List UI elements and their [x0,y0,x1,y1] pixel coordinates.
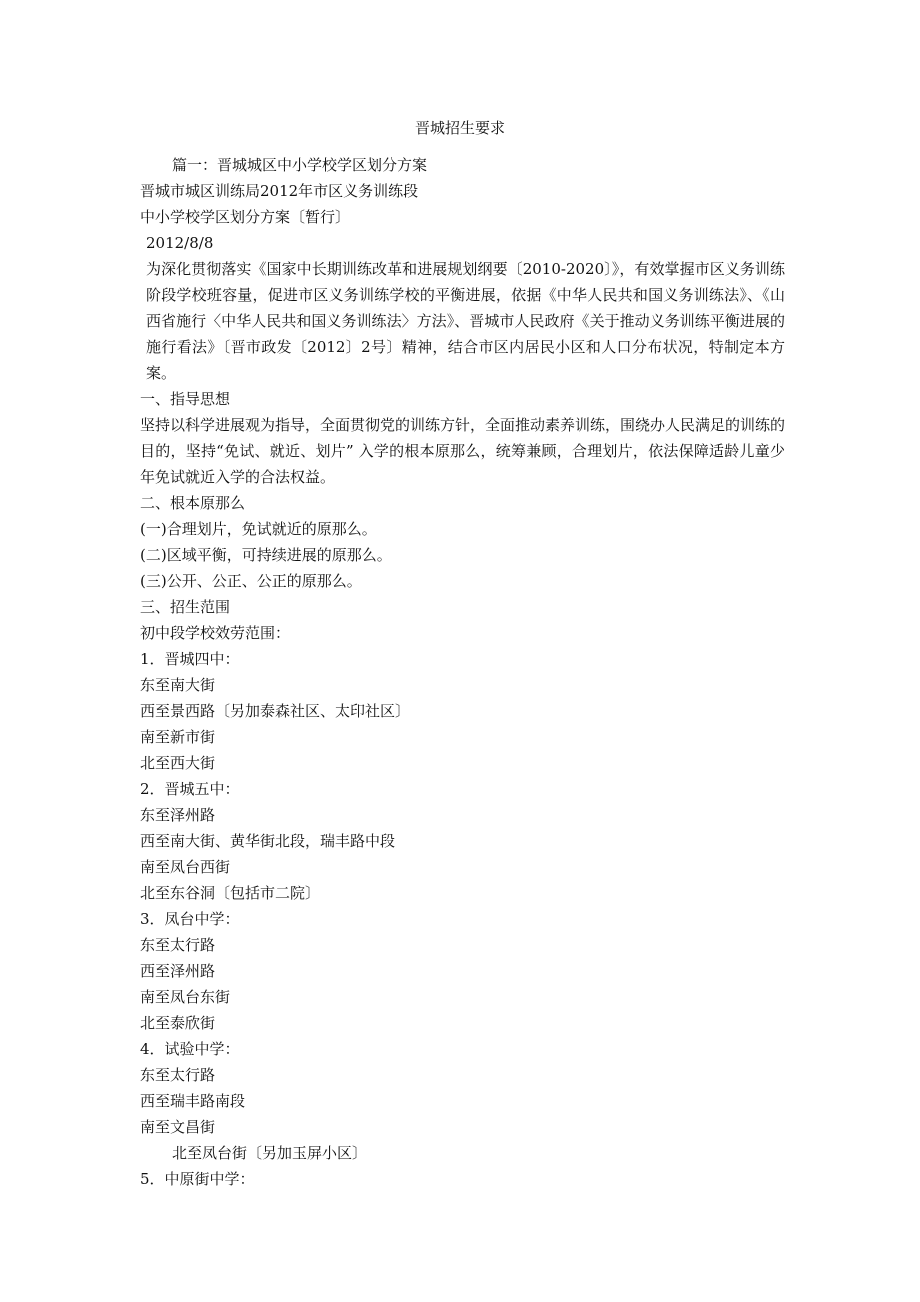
school-name: 2．晋城五中： [140,780,240,798]
subtitle-line: 中小学校学区划分方案〔暂行〕 [140,208,351,226]
school-boundary: 南至凤台西街 [140,858,231,876]
school-boundary: 南至凤台东街 [140,988,231,1006]
school-boundary: 北至东谷洞〔包括市二院〕 [140,884,321,902]
heading-enrollment-scope: 三、招生范围 [140,598,231,616]
document-body [140,152,785,1192]
school-boundary: 北至凤台街〔另加玉屏小区〕 [172,1144,368,1162]
document-date: 2012/8/8 [146,234,214,252]
principle-item: (二)区域平衡，可持续进展的原那么。 [140,546,392,564]
school-boundary: 北至西大街 [140,754,216,772]
school-boundary: 西至南大街、黄华街北段，瑞丰路中段 [140,832,396,850]
school-boundary: 东至太行路 [140,936,216,954]
school-boundary: 南至新市街 [140,728,216,746]
school-boundary: 南至文昌街 [140,1118,216,1136]
school-boundary: 北至泰欣街 [140,1014,216,1032]
heading-guiding-ideology: 一、指导思想 [140,390,231,408]
school-boundary: 东至泽州路 [140,806,216,824]
principle-item: (三)公开、公正、公正的原那么。 [140,572,362,590]
principle-item: (一)合理划片，免试就近的原那么。 [140,520,377,538]
document-title: 晋城招生要求 [414,119,505,137]
subtitle-line: 晋城市城区训练局2012年市区义务训练段 [140,182,419,200]
intro-paragraph: 为深化贯彻落实《国家中长期训练改革和进展规划纲要〔2010-2020〕》，有效掌握市区义务训练阶段学校班容量，促进市区义务训练学校的平衡进展，依据《中华人民共和国义务训练法》、《山西省施行〈中华人民共和国义务训练法〉方法》、晋城市人民政府《关于推动义务训练平衡进展的施行看法》〔晋市政发〔2012〕2号〕精神，结合市区内居民小区和人口分布状况，特制定本方案。 [146,260,785,382]
guiding-ideology-paragraph: 坚持以科学进展观为指导，全面贯彻党的训练方针，全面推动素养训练，围绕办人民满足的训练的目的，坚持“免试、就近、划片” 入学的根本原那么，统筹兼顾，合理划片，依法保障适龄儿童少年免试就近入学的合法权益。 [140,416,786,486]
school-name: 4．试验中学： [140,1040,240,1058]
school-boundary: 西至景西路〔另加泰森社区、太印社区〕 [140,702,411,720]
school-boundary: 东至太行路 [140,1066,216,1084]
section-heading: 篇一：晋城城区中小学校学区划分方案 [172,156,428,174]
school-name: 1．晋城四中： [140,650,240,668]
school-name: 5．中原街中学： [140,1170,255,1188]
school-name: 3．凤台中学： [140,910,240,928]
school-boundary: 西至泽州路 [140,962,216,980]
scope-intro: 初中段学校效劳范围： [140,624,291,642]
heading-basic-principles: 二、根本原那么 [140,494,246,512]
school-boundary: 西至瑞丰路南段 [140,1092,246,1110]
school-boundary: 东至南大街 [140,676,216,694]
